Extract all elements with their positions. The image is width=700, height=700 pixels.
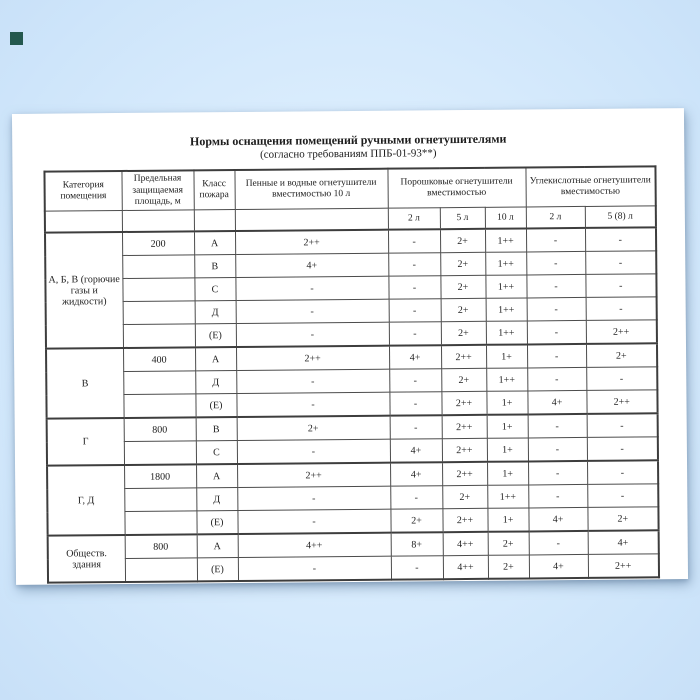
fire-class-cell: С	[196, 441, 237, 465]
value-cell: -	[388, 229, 440, 253]
value-cell: -	[389, 369, 441, 392]
value-cell: 4++	[443, 532, 488, 556]
value-cell: 2+	[488, 532, 529, 556]
value-cell: -	[585, 251, 656, 275]
subcol-powder-2l: 2 л	[388, 208, 440, 230]
value-cell: 2++	[442, 508, 487, 532]
value-cell: -	[236, 299, 389, 323]
value-cell: -	[237, 509, 390, 534]
document-subtitle: (согласно требованиям ППБ-01-93**)	[260, 147, 437, 162]
value-cell: -	[236, 322, 389, 347]
col-header-fire-class: Класс пожара	[193, 170, 234, 210]
value-cell: -	[585, 227, 656, 251]
value-cell: 4+	[528, 508, 587, 532]
value-cell: 2++	[442, 415, 487, 439]
value-cell: 2+	[587, 507, 658, 531]
area-cell	[123, 371, 195, 395]
value-cell: 2+	[440, 229, 485, 253]
area-cell: 200	[122, 231, 194, 255]
value-cell: 2++	[237, 463, 390, 488]
area-cell	[124, 488, 196, 512]
area-cell	[125, 558, 197, 582]
value-cell: -	[236, 369, 389, 393]
value-cell: -	[586, 367, 657, 391]
value-cell: -	[390, 486, 442, 509]
value-cell: -	[527, 344, 586, 368]
fire-class-cell: Д	[195, 371, 236, 394]
value-cell: -	[528, 438, 587, 462]
value-cell: -	[587, 484, 658, 508]
subcol-powder-10l: 10 л	[485, 207, 526, 229]
corner-decor-square	[10, 32, 23, 45]
value-cell: -	[529, 531, 588, 555]
col-header-foam: Пенные и водные огнетушители вместимостью 10 л	[234, 169, 387, 210]
value-cell: 2+	[390, 509, 442, 533]
value-cell: -	[389, 322, 441, 346]
value-cell: -	[235, 276, 388, 300]
value-cell: 1++	[486, 368, 527, 391]
empty-header-cell	[235, 208, 388, 231]
value-cell: -	[389, 299, 441, 322]
extinguisher-norms-table	[43, 165, 660, 583]
value-cell: -	[526, 252, 585, 276]
table-row	[48, 554, 659, 583]
value-cell: 2+	[441, 298, 486, 321]
category-cell: А, Б, В (горючие газы и жидкости)	[45, 232, 123, 349]
fire-class-cell: В	[196, 417, 237, 441]
fire-class-cell: В	[194, 255, 235, 278]
value-cell: 4+	[390, 439, 442, 463]
fire-class-cell: (Е)	[195, 394, 236, 418]
value-cell: -	[528, 461, 587, 485]
value-cell: -	[237, 439, 390, 464]
fire-class-cell: (Е)	[195, 324, 236, 348]
value-cell: 1++	[485, 275, 526, 298]
fire-class-cell: А	[195, 347, 236, 371]
category-cell: Обществ. здания	[48, 535, 125, 583]
value-cell: 1+	[487, 508, 528, 532]
header-row-main	[44, 166, 655, 211]
value-cell: 1++	[486, 298, 527, 321]
fire-class-cell: А	[196, 464, 237, 488]
value-cell: -	[587, 437, 658, 461]
value-cell: 4++	[238, 533, 391, 558]
area-cell: 800	[125, 534, 197, 558]
value-cell: 2++	[586, 320, 657, 344]
value-cell: -	[388, 276, 440, 299]
value-cell: 1+	[486, 391, 527, 415]
value-cell: -	[587, 413, 658, 437]
value-cell: 4++	[443, 555, 488, 579]
value-cell: 2+	[441, 368, 486, 391]
area-cell	[123, 301, 195, 325]
fire-class-cell: (Е)	[197, 558, 238, 582]
area-cell	[122, 278, 194, 302]
document-page	[12, 108, 688, 585]
area-cell	[122, 255, 194, 279]
subcol-co2-58l: 5 (8) л	[585, 206, 656, 228]
col-header-co2: Углекислотные огнетушители вместимостью	[525, 166, 655, 207]
fire-class-cell: С	[194, 278, 235, 301]
value-cell: -	[585, 274, 656, 298]
value-cell: 2++	[586, 390, 657, 414]
value-cell: 4+	[389, 345, 441, 369]
table-body	[45, 227, 659, 582]
value-cell: 2+	[440, 275, 485, 298]
empty-header-cell	[122, 210, 194, 232]
value-cell: 2++	[441, 345, 486, 369]
value-cell: 4+	[235, 253, 388, 277]
value-cell: 1++	[486, 321, 527, 345]
category-cell: Г	[47, 418, 124, 466]
value-cell: -	[238, 556, 391, 581]
value-cell: -	[528, 414, 587, 438]
value-cell: 4+	[390, 462, 442, 486]
fire-class-cell: (Е)	[196, 511, 237, 535]
value-cell: -	[390, 415, 442, 439]
area-cell: 800	[124, 417, 196, 441]
value-cell: -	[237, 486, 390, 510]
value-cell: -	[527, 368, 586, 392]
value-cell: 4+	[588, 530, 659, 554]
col-header-area: Предельная защищаемая площадь, м	[121, 170, 193, 210]
fire-class-cell: Д	[195, 301, 236, 324]
value-cell: -	[388, 253, 440, 276]
fire-class-cell: Д	[196, 488, 237, 511]
value-cell: -	[391, 556, 443, 580]
value-cell: -	[526, 275, 585, 299]
value-cell: -	[586, 297, 657, 321]
subcol-powder-5l: 5 л	[440, 207, 485, 229]
value-cell: 1+	[486, 345, 527, 369]
area-cell	[123, 394, 195, 418]
value-cell: 2+	[488, 555, 529, 579]
value-cell: -	[587, 460, 658, 484]
area-cell	[124, 511, 196, 535]
value-cell: 2++	[236, 346, 389, 371]
value-cell: 2++	[442, 462, 487, 486]
value-cell: -	[236, 392, 389, 417]
value-cell: 8+	[391, 532, 443, 556]
value-cell: -	[527, 298, 586, 322]
col-header-category: Категория помещения	[44, 171, 121, 211]
value-cell: 2++	[235, 230, 388, 255]
value-cell: 1+	[487, 438, 528, 462]
area-cell	[124, 441, 196, 465]
table-header	[44, 166, 656, 232]
value-cell: 2++	[442, 438, 487, 462]
fire-class-cell: А	[197, 534, 238, 558]
value-cell: -	[526, 228, 585, 252]
area-cell	[123, 324, 195, 348]
value-cell: 4+	[529, 555, 588, 579]
value-cell: 1++	[487, 485, 528, 508]
value-cell: 2+	[442, 485, 487, 508]
area-cell: 1800	[124, 464, 196, 488]
col-header-powder: Порошковые огнетушители вместимостью	[387, 168, 525, 209]
value-cell: 1++	[485, 252, 526, 275]
value-cell: 1+	[487, 415, 528, 439]
value-cell: 2+	[237, 416, 390, 441]
value-cell: -	[528, 485, 587, 509]
value-cell: 2+	[440, 252, 485, 275]
value-cell: -	[527, 321, 586, 345]
document-title: Нормы оснащения помещений ручными огнетушителями	[189, 131, 507, 149]
value-cell: 1++	[485, 229, 526, 253]
value-cell: 4+	[527, 391, 586, 415]
value-cell: 2++	[588, 554, 659, 578]
category-cell: Г, Д	[47, 465, 125, 536]
subcol-co2-2l: 2 л	[526, 207, 585, 229]
value-cell: 2+	[586, 343, 657, 367]
empty-header-cell	[45, 211, 122, 233]
value-cell: 1+	[487, 462, 528, 486]
fire-class-cell: А	[194, 231, 235, 255]
category-cell: В	[46, 348, 124, 419]
area-cell: 400	[123, 347, 195, 371]
value-cell: 2+	[441, 321, 486, 345]
value-cell: 2++	[441, 391, 486, 415]
value-cell: -	[389, 392, 441, 416]
empty-header-cell	[194, 210, 235, 232]
